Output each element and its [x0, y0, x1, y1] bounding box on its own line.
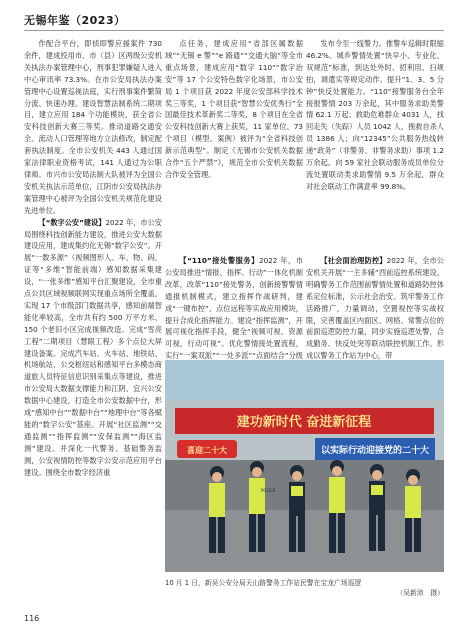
- paragraph-text: 点任务，建成应用“省部区属数据域”“无锡 e 警”“e 路通”“交通大脑”等全市重点场景，建成应用“数字 110”“数字治安”等 17 个公安特色数字化场景，市公安局 1 个项目获 2022 年度公安部科学技术奖三等奖，1 个项目获“智慧公安优秀行”全国最佳技术革新奖二等奖，8 个项目在全省公安科技创新大赛上获奖，11 家单位、73 个项目（模型、案例）被评为“全省科技创新示范典型”。制定《无锡市公安机关数据合作“五个严禁”》，规范全市公安机关数据合作安全管理。: [165, 39, 303, 179]
- paragraph: [24, 38, 162, 217]
- slogan-text: 以实际行动迎接党的二十大: [320, 446, 430, 456]
- section-heading: 【社会面治理防控】: [320, 256, 387, 265]
- paragraph: [306, 38, 444, 193]
- photo-credit: （吴新沛 摄）: [396, 589, 444, 597]
- paragraph: [306, 255, 444, 362]
- text-column-right-top: [306, 38, 444, 252]
- caption-text: 10 月 1 日，新吴公安分局天山路警务工作站民警在宝龙广场巡逻: [165, 579, 362, 587]
- paragraph-text: 2022 年，全市公安机关开展“一主多辅”西前巡控系统建设，明确警务工作范围前警情处置和道路防控体系定位标准，公示社会治安。筑牢警务工作活路推广，力量调动，空置视控等实战权限，完善覆盖区内面区、网格、常警点位的前面巡逻防控力量，同步实施巡逻处警，合成勤务、快反处突等联动联控机制工作。形成以警务工作站为中心，带: [306, 256, 444, 361]
- photo-illustration: [165, 360, 444, 572]
- section-heading: 【“数字公安”建设】: [38, 217, 106, 227]
- text-column-right-bottom: [306, 255, 444, 361]
- banner-text: 建功新时代 奋进新征程: [236, 415, 372, 430]
- text-column-middle-top: [165, 38, 303, 236]
- paragraph-text: 发布令至一线警力。推警车巡辑时限缩 46.2%。城乡警情处置“快早小、专业化、双规范”标准，到达处外时、招利用、扫规拍，调遣实等规定动作。提升“1、3、5 分钟”快反处置能力。“110”接警服务台全年接报警情 203 万余起，其中服务求助类警情 62.1 万起；救助危难群众 4031 人，找回走失（失踪）人员 1042 人，挽救自杀人员 1386 人；向“12345”公共服务热线转递“政务”（非警务、非警务求助）事项 1.2 万余起。向 59 家社会联动服务成员单位分流处置联动类求助警情 9.5 万余起，群众对社会联动工作满意率 99.8%。: [306, 39, 444, 191]
- paragraph-text: 2022 年，市公安局推进“情报、指挥、行动”一体化机制改革，改革“110”接处警务，创新接警警情通报机制模式，建立指挥作战研判，建成“一键布控”、点位远程等实战应用模块，提升合成化指挥能力。建设“指挥监测”，开展可视化指挥手段，健全“视频可视、资源可视、行动可视”。优化警情接处置流程，实行“一案双派”“一处多派”“点面结合”分级: [165, 256, 303, 361]
- paragraph: [165, 38, 303, 181]
- photo-caption: [165, 578, 444, 598]
- paragraph: [24, 217, 162, 479]
- paragraph-text: 2022 年，市公安局围绕科技创新能力建设，推进公安大数据建设应用，建成集约化无锡“数字公安”。开展“一数多源”（视频图形人、车、物、码、证等“多维”智能前端）感知数据采集建设，“一张多维”感知平台汇聚建设，全市重点公共区域视频联网实现重点场所全覆盖，实现 17 个市级部门数据共享，感知前端智能化率较高，全市共有约 500 万平方米、150 个老旧小区完成视频改造。完成“雪亮工程”二期项目（慧眼工程）多个点位大屏建设备案。完成汽车站、火车站、地铁站、机场航站、公交枢纽站和感知平台多模态商道旅人员特征信息识别采集点等建设，推进市公安局大数据支撑能力和江阴、宜兴公安数据中心建设，打造全市公安数据中台，形成“感知中台”“数据中台”“地理中台”等各赋能的“数字公安”基座。开展“社区监测”“交通监测”“指挥监测”“安保监测”“海区监测”建设。并深化一代警务、基础警务监测，公安视情防控等数字公安示范应用平台建设。围绕全市数字经济重: [24, 217, 162, 477]
- vest-police-label: POLICE: [261, 488, 276, 493]
- news-photo: [165, 360, 444, 572]
- page-number: 116: [24, 614, 40, 623]
- running-header: 无锡年鉴（2023）: [24, 14, 126, 27]
- badge-text: 喜迎二十大: [187, 446, 227, 455]
- text-column-middle-bottom: [165, 255, 303, 361]
- text-column-left: [24, 38, 162, 598]
- paragraph-text: 作配合平台，即侦即警应援案件 730 余件，建成投用市、市（县）区两级公安机关执法办案管理中心，刑事犯罪嫌疑人进入中心审讯率 73.3%。在市公安局执法办案管理中心设置巡视法庭，实行刑事案件繁简分流、快速办理。建设智慧法制系统二期项目，建立应用 184 个功能模块，获全省公安科技创新大赛三等奖。推动道路交通安全、流动人口管理等地方立法修改，制定配套执法制度。全市公安机关 443 人通过国家法律职业资格考试，141 人通过为公职律师。市兴市公安局法制大队被评为全国公安机关执法示范单位，江阴市公安局执法办案管理中心被评为全国公安机关规范化建设先进单位。: [24, 39, 162, 215]
- section-heading: 【“110”接处警服务】: [179, 256, 260, 265]
- header-rule: [24, 30, 444, 31]
